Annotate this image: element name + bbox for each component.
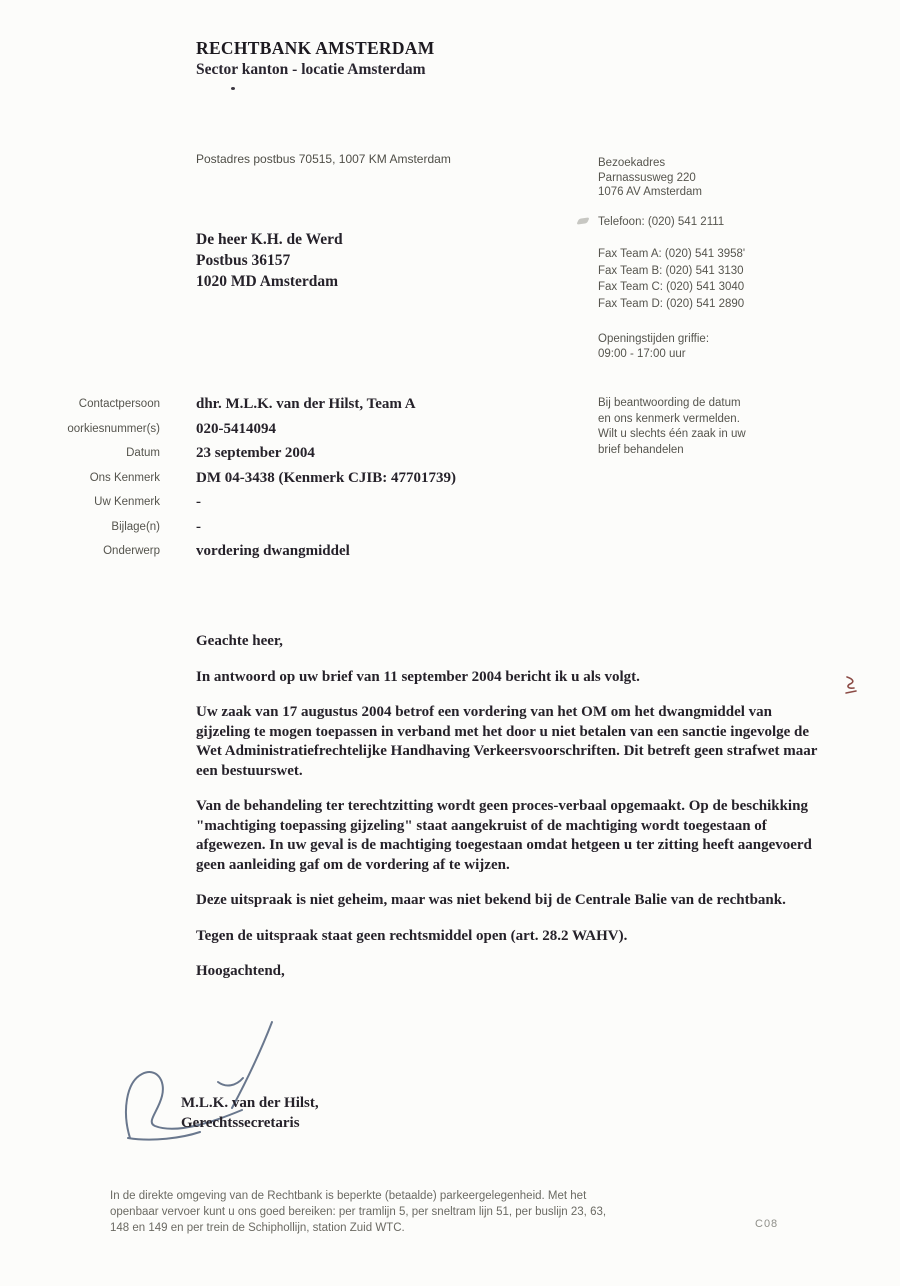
opening-hours xyxy=(598,332,828,361)
fax-team-b: Fax Team B: (020) 541 3130 xyxy=(598,264,744,277)
closing: Hoogachtend, xyxy=(196,963,285,979)
reply-note-line: en ons kenmerk vermelden. xyxy=(598,412,740,425)
meta-label: Bijlage(n) xyxy=(111,520,160,533)
addressee-block xyxy=(196,229,343,292)
visit-address-street: Parnassusweg 220 xyxy=(598,171,696,184)
page-mark: C08 xyxy=(755,1218,779,1230)
handwritten-mark-icon xyxy=(844,675,858,697)
phone-line: Telefoon: (020) 541 2111 xyxy=(598,215,725,228)
body-paragraph: In antwoord op uw brief van 11 september 2004 bericht ik u als volgt. xyxy=(196,668,640,685)
meta-value: 23 september 2004 xyxy=(196,445,315,461)
court-subtitle: Sector kanton - locatie Amsterdam xyxy=(196,61,426,78)
visit-address xyxy=(598,156,828,200)
signature-name: M.L.K. van der Hilst, xyxy=(181,1095,319,1111)
opening-hours-label: Openingstijden griffie: xyxy=(598,333,710,345)
meta-label: Datum xyxy=(126,447,160,459)
meta-label: Ons Kenmerk xyxy=(89,471,160,484)
reply-note-line: Wilt u slechts één zaak in uw xyxy=(598,428,746,440)
body-paragraph: Uw zaak van 17 augustus 2004 betrof een vordering van het OM om het dwangmiddel van gijzeling te mogen toepassen in verband met het door u niet betalen van een sanctie ingevolge de Wet Administratiefrechtelijke Handhaving Verkeersvoorschriften. Dit betreft geen strafwet maar een bestuurswet. xyxy=(196,704,818,779)
footer-line: 148 en 149 en per trein de Schiphollijn, station Zuid WTC. xyxy=(110,1222,405,1234)
footer-line: In de direkte omgeving van de Rechtbank is beperkte (betaalde) parkeergelegenheid. Met het xyxy=(110,1190,587,1202)
fax-team-c: Fax Team C: (020) 541 3040 xyxy=(598,281,745,293)
letter-meta xyxy=(0,395,560,561)
visit-info-column xyxy=(598,156,828,374)
postal-address: Postadres postbus 70515, 1007 KM Amsterdam xyxy=(196,152,451,166)
signature-block xyxy=(181,1093,319,1133)
dot-mark xyxy=(231,87,235,90)
fax-team-a: Fax Team A: (020) 541 3958' xyxy=(598,248,746,260)
meta-label: oorkiesnummer(s) xyxy=(67,422,160,435)
meta-value: DM 04-3438 (Kenmerk CJIB: 47701739) xyxy=(196,469,456,486)
meta-value: - xyxy=(196,494,201,510)
footer-line: openbaar vervoer kunt u ons goed bereiken: per tramlijn 5, per sneltram lijn 51, per buslijn 23, 63, xyxy=(110,1206,607,1218)
body-paragraph: Deze uitspraak is niet geheim, maar was niet bekend bij de Centrale Balie van de rechtbank. xyxy=(196,892,786,908)
meta-value: dhr. M.L.K. van der Hilst, Team A xyxy=(196,396,416,412)
visit-address-city: 1076 AV Amsterdam xyxy=(598,186,702,198)
body-paragraph: Tegen de uitspraak staat geen rechtsmiddel open (art. 28.2 WAHV). xyxy=(196,927,628,944)
signature-title: Gerechtssecretaris xyxy=(181,1115,300,1131)
visit-address-label: Bezoekadres xyxy=(598,157,666,169)
meta-value: 020-5414094 xyxy=(196,420,276,437)
body-paragraph: Van de behandeling ter terechtzitting wordt geen proces-verbaal opgemaakt. Op de beschikking "machtiging toepassing gijzeling" staat aangekruist of de machtiging wordt toegestaan of afgewezen. In uw geval is de machtiging toegestaan omdat hetgeen u ter zitting heeft aangevoerd geen aanleiding gaf om de vordering af te wijzen. xyxy=(196,798,812,873)
reply-note-line: brief behandelen xyxy=(598,443,684,456)
letterhead xyxy=(196,38,435,79)
meta-label: Uw Kenmerk xyxy=(94,496,160,508)
addressee-name: De heer K.H. de Werd xyxy=(196,231,343,248)
addressee-city: 1020 MD Amsterdam xyxy=(196,273,339,290)
letter-body xyxy=(196,632,820,998)
addressee-postbox: Postbus 36157 xyxy=(196,252,291,269)
court-title: RECHTBANK AMSTERDAM xyxy=(196,38,435,58)
fax-list xyxy=(598,246,828,312)
smudge-mark xyxy=(576,217,589,224)
footer-note xyxy=(110,1188,720,1236)
meta-label: Onderwerp xyxy=(103,545,160,557)
meta-value: - xyxy=(196,518,201,535)
reply-note xyxy=(598,396,808,458)
opening-hours-value: 09:00 - 17:00 uur xyxy=(598,347,686,360)
fax-team-d: Fax Team D: (020) 541 2890 xyxy=(598,297,745,310)
meta-label: Contactpersoon xyxy=(78,398,160,410)
reply-note-line: Bij beantwoording de datum xyxy=(598,397,741,409)
meta-value: vordering dwangmiddel xyxy=(196,543,350,559)
salutation: Geachte heer, xyxy=(196,633,283,649)
